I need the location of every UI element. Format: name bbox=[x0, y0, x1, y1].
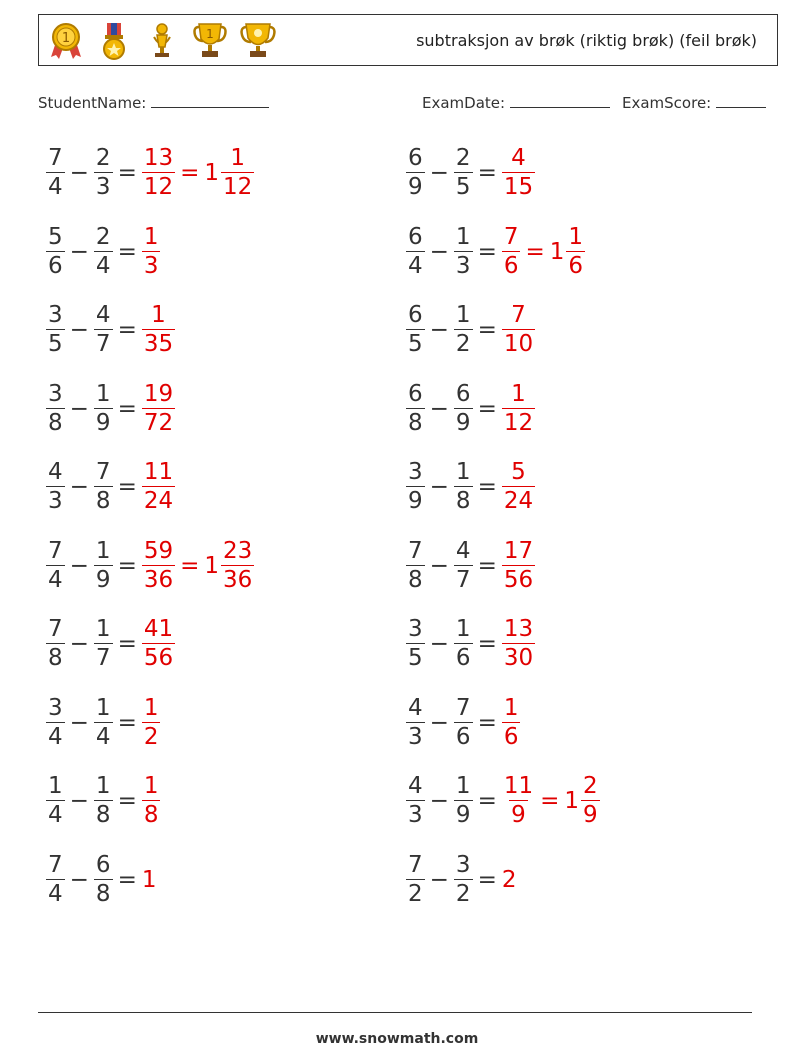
medal-one-icon bbox=[47, 21, 85, 61]
second-operand-denominator: 5 bbox=[455, 174, 471, 200]
svg-text:1: 1 bbox=[61, 31, 71, 46]
mixed-fraction bbox=[566, 223, 585, 279]
second-operand-fraction bbox=[454, 618, 473, 670]
answer bbox=[502, 867, 519, 893]
answer bbox=[502, 380, 535, 436]
first-operand-denominator: 5 bbox=[48, 331, 63, 357]
equals-sign: = bbox=[117, 788, 137, 814]
answer-fraction bbox=[142, 618, 175, 670]
equals-sign: = bbox=[477, 395, 497, 422]
answer-fraction bbox=[502, 537, 535, 593]
first-operand-fraction bbox=[406, 147, 425, 199]
mixed-equals-sign: = bbox=[525, 238, 545, 265]
problem-17 bbox=[406, 616, 535, 672]
second-operand-denominator: 3 bbox=[95, 174, 111, 200]
first-operand-numerator: 1 bbox=[48, 773, 63, 799]
answer-numerator: 1 bbox=[151, 302, 166, 328]
minus-sign: − bbox=[69, 160, 89, 186]
second-operand-numerator: 1 bbox=[455, 616, 471, 642]
first-operand-denominator: 3 bbox=[408, 723, 423, 750]
first-operand-denominator: 4 bbox=[48, 174, 63, 200]
second-operand-numerator: 1 bbox=[455, 773, 471, 799]
second-operand-denominator: 9 bbox=[95, 409, 111, 436]
first-operand-fraction bbox=[406, 223, 425, 279]
first-operand-denominator: 3 bbox=[48, 488, 63, 514]
first-operand-denominator: 4 bbox=[48, 566, 63, 593]
first-operand-denominator: 4 bbox=[48, 723, 63, 750]
first-operand-numerator: 3 bbox=[48, 302, 63, 328]
second-operand-numerator: 4 bbox=[95, 302, 111, 328]
first-operand-numerator: 7 bbox=[48, 851, 63, 878]
second-operand-numerator: 2 bbox=[95, 223, 111, 250]
answer-numerator: 59 bbox=[143, 537, 174, 564]
first-operand-numerator: 3 bbox=[48, 380, 63, 407]
problem-1 bbox=[46, 145, 254, 201]
minus-sign: − bbox=[69, 395, 89, 422]
answer-whole: 2 bbox=[501, 866, 517, 893]
first-operand-denominator: 4 bbox=[48, 880, 63, 907]
second-operand-denominator: 7 bbox=[455, 566, 471, 593]
answer-whole: 1 bbox=[141, 866, 157, 893]
problem-6 bbox=[46, 538, 254, 594]
equals-sign: = bbox=[117, 709, 137, 736]
answer-fraction bbox=[142, 537, 175, 593]
second-operand-fraction bbox=[454, 461, 473, 513]
equals-sign: = bbox=[477, 631, 497, 657]
equals-sign: = bbox=[117, 160, 137, 186]
second-operand-denominator: 2 bbox=[455, 331, 471, 357]
mixed-equals-sign: = bbox=[180, 160, 200, 186]
answer-denominator: 36 bbox=[143, 566, 174, 593]
minus-sign: − bbox=[429, 160, 449, 186]
mixed-denominator: 6 bbox=[568, 252, 584, 279]
first-operand-denominator: 2 bbox=[408, 880, 423, 907]
second-operand-fraction bbox=[454, 851, 473, 907]
second-operand-fraction bbox=[94, 461, 113, 513]
answer bbox=[502, 147, 535, 199]
answer-denominator: 3 bbox=[143, 252, 159, 279]
first-operand-fraction bbox=[46, 461, 65, 513]
first-operand-numerator: 6 bbox=[408, 380, 423, 407]
first-operand-fraction bbox=[406, 537, 425, 593]
answer bbox=[502, 618, 535, 670]
minus-sign: − bbox=[69, 474, 89, 500]
answer-numerator: 13 bbox=[503, 616, 534, 642]
mixed-denominator: 36 bbox=[223, 566, 253, 593]
answer-fraction bbox=[502, 694, 521, 750]
answer bbox=[142, 618, 175, 670]
second-operand-numerator: 7 bbox=[95, 459, 111, 485]
first-operand-numerator: 7 bbox=[48, 616, 63, 642]
second-operand-denominator: 7 bbox=[95, 645, 111, 671]
answer-denominator: 12 bbox=[143, 174, 174, 200]
second-operand-numerator: 1 bbox=[455, 302, 471, 328]
exam-score-field[interactable] bbox=[622, 93, 766, 112]
first-operand-fraction bbox=[406, 618, 425, 670]
first-operand-fraction bbox=[46, 537, 65, 593]
trophy-small-icon bbox=[143, 21, 181, 61]
first-operand-denominator: 8 bbox=[48, 645, 63, 671]
problem-20 bbox=[406, 852, 518, 908]
second-operand-fraction bbox=[454, 537, 473, 593]
award-icons bbox=[47, 21, 277, 61]
answer bbox=[142, 694, 161, 750]
answer-denominator: 9 bbox=[511, 802, 526, 828]
first-operand-numerator: 4 bbox=[408, 773, 423, 799]
answer-denominator: 56 bbox=[503, 566, 534, 593]
first-operand-denominator: 9 bbox=[408, 488, 423, 514]
student-name-field[interactable] bbox=[38, 93, 269, 112]
answer-numerator: 1 bbox=[503, 694, 519, 721]
worksheet-title: subtraksjon av brøk (riktig brøk) (feil brøk) bbox=[416, 31, 757, 50]
answer-numerator: 1 bbox=[511, 380, 526, 407]
second-operand-fraction bbox=[94, 618, 113, 670]
answer bbox=[502, 694, 521, 750]
second-operand-numerator: 6 bbox=[455, 380, 471, 407]
answer-denominator: 12 bbox=[503, 409, 534, 436]
second-operand-denominator: 8 bbox=[95, 802, 111, 828]
minus-sign: − bbox=[69, 866, 89, 893]
problem-18 bbox=[406, 695, 520, 751]
svg-text:1: 1 bbox=[206, 27, 214, 41]
answer-denominator: 6 bbox=[503, 723, 519, 750]
answer-denominator: 24 bbox=[503, 488, 534, 514]
student-name-label: StudentName: bbox=[38, 94, 147, 112]
second-operand-fraction bbox=[454, 223, 473, 279]
answer-denominator: 56 bbox=[143, 645, 174, 671]
equals-sign: = bbox=[117, 631, 137, 657]
mixed-fraction bbox=[221, 537, 254, 593]
second-operand-fraction bbox=[94, 304, 113, 356]
answer-numerator: 1 bbox=[143, 694, 159, 721]
first-operand-numerator: 6 bbox=[408, 145, 423, 171]
first-operand-denominator: 3 bbox=[408, 802, 423, 828]
first-operand-numerator: 4 bbox=[408, 694, 423, 721]
answer-denominator: 35 bbox=[143, 331, 174, 357]
minus-sign: − bbox=[429, 631, 449, 657]
second-operand-numerator: 6 bbox=[95, 851, 111, 878]
second-operand-numerator: 4 bbox=[455, 537, 471, 564]
second-operand-numerator: 1 bbox=[95, 694, 111, 721]
mixed-fraction bbox=[221, 147, 254, 199]
mixed-equals-sign: = bbox=[540, 788, 560, 814]
answer-fraction bbox=[502, 223, 521, 279]
footer-url: www.snowmath.com bbox=[315, 1031, 479, 1047]
second-operand-fraction bbox=[454, 380, 473, 436]
problem-9 bbox=[46, 773, 160, 829]
problem-7 bbox=[46, 616, 175, 672]
trophy-gold-icon bbox=[239, 21, 277, 61]
second-operand-denominator: 4 bbox=[95, 723, 111, 750]
mixed-whole: 1 bbox=[549, 238, 565, 265]
second-operand-denominator: 6 bbox=[455, 645, 471, 671]
mixed-numerator: 23 bbox=[223, 537, 253, 564]
equals-sign: = bbox=[477, 788, 497, 814]
first-operand-fraction bbox=[406, 775, 425, 827]
first-operand-denominator: 8 bbox=[48, 409, 63, 436]
mixed-denominator: 12 bbox=[223, 174, 253, 200]
answer bbox=[502, 461, 535, 513]
mixed-numerator: 2 bbox=[583, 773, 598, 799]
first-operand-numerator: 6 bbox=[408, 302, 423, 328]
answer-fraction bbox=[502, 618, 535, 670]
first-operand-fraction bbox=[406, 694, 425, 750]
answer-fraction bbox=[502, 380, 535, 436]
problem-10 bbox=[46, 852, 158, 908]
equals-sign: = bbox=[477, 866, 497, 893]
second-operand-denominator: 9 bbox=[455, 409, 471, 436]
second-operand-fraction bbox=[454, 775, 473, 827]
footer-divider bbox=[38, 1012, 752, 1013]
second-operand-denominator: 8 bbox=[95, 880, 111, 907]
second-operand-fraction bbox=[454, 694, 473, 750]
second-operand-numerator: 1 bbox=[95, 773, 111, 799]
answer bbox=[142, 304, 175, 356]
equals-sign: = bbox=[117, 866, 137, 893]
minus-sign: − bbox=[69, 552, 89, 579]
answer-denominator: 8 bbox=[143, 802, 159, 828]
problem-19 bbox=[406, 773, 600, 829]
medal-star-icon bbox=[95, 21, 133, 61]
first-operand-fraction bbox=[46, 851, 65, 907]
second-operand-fraction bbox=[94, 694, 113, 750]
answer-numerator: 17 bbox=[503, 537, 534, 564]
exam-score-blank[interactable] bbox=[716, 93, 766, 108]
minus-sign: − bbox=[429, 788, 449, 814]
minus-sign: − bbox=[429, 395, 449, 422]
second-operand-fraction bbox=[94, 851, 113, 907]
second-operand-fraction bbox=[94, 380, 113, 436]
mixed-denominator: 9 bbox=[583, 802, 598, 828]
first-operand-numerator: 7 bbox=[408, 851, 423, 878]
answer-fraction bbox=[142, 304, 175, 356]
answer-denominator: 30 bbox=[503, 645, 534, 671]
mixed-whole: 1 bbox=[564, 788, 580, 814]
first-operand-fraction bbox=[46, 223, 65, 279]
equals-sign: = bbox=[117, 395, 137, 422]
worksheet-header bbox=[38, 14, 778, 66]
minus-sign: − bbox=[429, 552, 449, 579]
answer-fraction bbox=[142, 694, 161, 750]
first-operand-numerator: 3 bbox=[48, 694, 63, 721]
first-operand-denominator: 5 bbox=[408, 331, 423, 357]
answer-numerator: 11 bbox=[503, 773, 534, 799]
second-operand-denominator: 9 bbox=[455, 802, 471, 828]
first-operand-denominator: 4 bbox=[408, 252, 423, 279]
problem-14 bbox=[406, 381, 535, 437]
exam-date-label: ExamDate: bbox=[422, 94, 506, 112]
second-operand-fraction bbox=[454, 147, 473, 199]
mixed-numerator: 1 bbox=[230, 145, 245, 171]
second-operand-numerator: 2 bbox=[95, 145, 111, 171]
second-operand-numerator: 7 bbox=[455, 694, 471, 721]
second-operand-fraction bbox=[94, 147, 113, 199]
equals-sign: = bbox=[117, 474, 137, 500]
answer bbox=[142, 380, 175, 436]
first-operand-numerator: 7 bbox=[408, 537, 423, 564]
second-operand-numerator: 1 bbox=[95, 616, 111, 642]
answer-fraction bbox=[502, 147, 535, 199]
minus-sign: − bbox=[69, 317, 89, 343]
answer bbox=[142, 537, 254, 593]
equals-sign: = bbox=[117, 552, 137, 579]
minus-sign: − bbox=[429, 866, 449, 893]
answer bbox=[142, 867, 159, 893]
second-operand-denominator: 9 bbox=[95, 566, 111, 593]
first-operand-numerator: 6 bbox=[408, 223, 423, 250]
equals-sign: = bbox=[477, 709, 497, 736]
answer bbox=[502, 775, 600, 827]
second-operand-denominator: 8 bbox=[95, 488, 111, 514]
answer-fraction bbox=[502, 461, 535, 513]
answer-numerator: 41 bbox=[143, 616, 174, 642]
minus-sign: − bbox=[429, 317, 449, 343]
first-operand-numerator: 5 bbox=[48, 223, 63, 250]
first-operand-denominator: 6 bbox=[48, 252, 63, 279]
mixed-whole: 1 bbox=[204, 552, 220, 579]
answer bbox=[502, 304, 535, 356]
answer bbox=[142, 775, 161, 827]
answer bbox=[502, 223, 585, 279]
answer-denominator: 6 bbox=[503, 252, 519, 279]
second-operand-fraction bbox=[94, 537, 113, 593]
second-operand-numerator: 1 bbox=[455, 223, 471, 250]
problem-8 bbox=[46, 695, 160, 751]
answer-fraction bbox=[142, 775, 161, 827]
answer-denominator: 24 bbox=[143, 488, 174, 514]
problem-2 bbox=[46, 224, 160, 280]
answer-fraction bbox=[142, 461, 175, 513]
answer-denominator: 72 bbox=[143, 409, 174, 436]
answer-denominator: 10 bbox=[503, 331, 534, 357]
first-operand-numerator: 4 bbox=[48, 459, 63, 485]
equals-sign: = bbox=[117, 317, 137, 343]
trophy-one-icon bbox=[191, 21, 229, 61]
first-operand-numerator: 7 bbox=[48, 537, 63, 564]
second-operand-denominator: 4 bbox=[95, 252, 111, 279]
first-operand-denominator: 9 bbox=[408, 174, 423, 200]
second-operand-numerator: 1 bbox=[95, 537, 111, 564]
answer-numerator: 1 bbox=[143, 223, 159, 250]
second-operand-denominator: 7 bbox=[95, 331, 111, 357]
minus-sign: − bbox=[429, 709, 449, 736]
minus-sign: − bbox=[69, 238, 89, 265]
answer-fraction bbox=[142, 147, 175, 199]
exam-score-label: ExamScore: bbox=[622, 94, 712, 112]
problem-11 bbox=[406, 145, 535, 201]
second-operand-denominator: 2 bbox=[455, 880, 471, 907]
answer-numerator: 7 bbox=[503, 223, 519, 250]
equals-sign: = bbox=[477, 160, 497, 186]
second-operand-denominator: 3 bbox=[455, 252, 471, 279]
first-operand-fraction bbox=[406, 851, 425, 907]
answer-fraction bbox=[142, 380, 175, 436]
answer bbox=[502, 537, 535, 593]
mixed-numerator: 1 bbox=[568, 223, 584, 250]
minus-sign: − bbox=[429, 238, 449, 265]
first-operand-fraction bbox=[46, 380, 65, 436]
exam-date-blank[interactable] bbox=[510, 93, 610, 108]
problem-12 bbox=[406, 224, 585, 280]
mixed-fraction bbox=[581, 775, 600, 827]
first-operand-denominator: 5 bbox=[408, 645, 423, 671]
first-operand-fraction bbox=[46, 775, 65, 827]
answer-denominator: 2 bbox=[143, 723, 159, 750]
answer-numerator: 11 bbox=[143, 459, 174, 485]
second-operand-denominator: 8 bbox=[455, 488, 471, 514]
first-operand-denominator: 4 bbox=[48, 802, 63, 828]
minus-sign: − bbox=[429, 474, 449, 500]
second-operand-fraction bbox=[94, 775, 113, 827]
equals-sign: = bbox=[477, 474, 497, 500]
answer bbox=[142, 147, 254, 199]
equals-sign: = bbox=[477, 238, 497, 265]
minus-sign: − bbox=[69, 631, 89, 657]
first-operand-numerator: 3 bbox=[408, 616, 423, 642]
answer-numerator: 1 bbox=[143, 773, 159, 799]
mixed-equals-sign: = bbox=[180, 552, 200, 579]
equals-sign: = bbox=[117, 238, 137, 265]
answer-numerator: 5 bbox=[511, 459, 526, 485]
answer-numerator: 13 bbox=[143, 145, 174, 171]
first-operand-fraction bbox=[46, 694, 65, 750]
first-operand-numerator: 3 bbox=[408, 459, 423, 485]
problem-3 bbox=[46, 302, 175, 358]
mixed-whole: 1 bbox=[204, 160, 220, 186]
first-operand-numerator: 7 bbox=[48, 145, 63, 171]
first-operand-fraction bbox=[406, 304, 425, 356]
first-operand-fraction bbox=[46, 147, 65, 199]
second-operand-numerator: 3 bbox=[455, 851, 471, 878]
first-operand-fraction bbox=[406, 461, 425, 513]
problem-16 bbox=[406, 538, 535, 594]
answer-numerator: 4 bbox=[511, 145, 526, 171]
first-operand-fraction bbox=[46, 304, 65, 356]
student-name-blank[interactable] bbox=[151, 93, 269, 108]
second-operand-numerator: 2 bbox=[455, 145, 471, 171]
answer-numerator: 7 bbox=[511, 302, 526, 328]
answer bbox=[142, 461, 175, 513]
first-operand-fraction bbox=[406, 380, 425, 436]
first-operand-denominator: 8 bbox=[408, 409, 423, 436]
problem-13 bbox=[406, 302, 535, 358]
answer-numerator: 19 bbox=[143, 380, 174, 407]
answer-fraction bbox=[502, 775, 535, 827]
first-operand-fraction bbox=[46, 618, 65, 670]
answer-fraction bbox=[142, 223, 161, 279]
second-operand-denominator: 6 bbox=[455, 723, 471, 750]
exam-date-field[interactable] bbox=[422, 93, 610, 112]
answer-denominator: 15 bbox=[503, 174, 534, 200]
problem-15 bbox=[406, 459, 535, 515]
problem-4 bbox=[46, 381, 175, 437]
problem-5 bbox=[46, 459, 175, 515]
equals-sign: = bbox=[477, 317, 497, 343]
second-operand-fraction bbox=[454, 304, 473, 356]
second-operand-numerator: 1 bbox=[95, 380, 111, 407]
minus-sign: − bbox=[69, 788, 89, 814]
first-operand-denominator: 8 bbox=[408, 566, 423, 593]
answer bbox=[142, 223, 161, 279]
answer-fraction bbox=[502, 304, 535, 356]
equals-sign: = bbox=[477, 552, 497, 579]
minus-sign: − bbox=[69, 709, 89, 736]
second-operand-fraction bbox=[94, 223, 113, 279]
second-operand-numerator: 1 bbox=[455, 459, 471, 485]
